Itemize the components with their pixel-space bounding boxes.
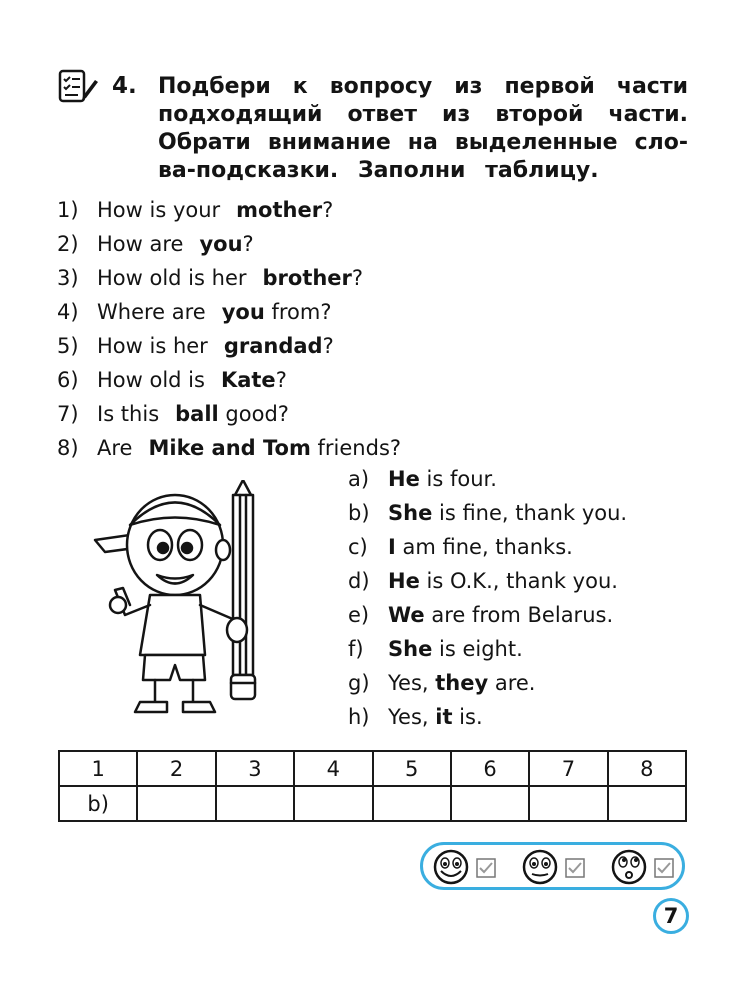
table-header-cell: 5 (373, 751, 451, 786)
table-header-cell: 6 (451, 751, 529, 786)
instruction-line: Обрати внимание на выделенные сло- (158, 130, 688, 155)
answer-cell[interactable] (451, 786, 529, 821)
answer-item: c) I am fine, thanks. (348, 535, 573, 559)
answer-item: d) He is O.K., thank you. (348, 569, 618, 593)
task-number: 4. (112, 73, 137, 99)
question-item: 7) Is this ball good? (57, 402, 289, 426)
answer-cell[interactable] (373, 786, 451, 821)
page-number: 7 (653, 898, 689, 934)
question-item: 1) How is your mother? (57, 198, 334, 222)
answer-item: b) She is fine, thank you. (348, 501, 628, 525)
self-evaluation-box (420, 842, 685, 890)
question-item: 5) How is her grandad? (57, 334, 334, 358)
answer-item: g) Yes, they are. (348, 671, 536, 695)
table-header-cell: 8 (608, 751, 686, 786)
answer-table (58, 750, 687, 822)
table-header-cell: 2 (137, 751, 215, 786)
neutral-face-icon[interactable] (520, 849, 598, 885)
table-answer-row (59, 786, 686, 821)
thinking-face-icon[interactable] (609, 849, 687, 885)
answer-cell[interactable] (529, 786, 607, 821)
boy-with-pencil-illustration (85, 480, 300, 725)
answer-item: h) Yes, it is. (348, 705, 483, 729)
answer-cell[interactable] (294, 786, 372, 821)
answer-item: e) We are from Belarus. (348, 603, 614, 627)
table-header-cell: 7 (529, 751, 607, 786)
checklist-pencil-icon (57, 66, 99, 106)
answer-cell[interactable] (137, 786, 215, 821)
answer-cell[interactable]: b) (59, 786, 137, 821)
table-header-cell: 3 (216, 751, 294, 786)
answer-cell[interactable] (608, 786, 686, 821)
instruction-line: ва-подсказки. Заполни таблицу. (158, 158, 599, 183)
question-item: 8) Are Mike and Tom friends? (57, 436, 402, 460)
question-item: 3) How old is her brother? (57, 266, 364, 290)
instruction-line: подходящий ответ из второй части. (158, 102, 688, 127)
instruction-line: Подбери к вопросу из первой части (158, 74, 688, 99)
answer-item: a) He is four. (348, 467, 497, 491)
question-item: 4) Where are you from? (57, 300, 332, 324)
table-header-row (59, 751, 686, 786)
table-header-cell: 1 (59, 751, 137, 786)
question-list (57, 193, 401, 465)
task-instruction (158, 73, 688, 185)
answer-list (348, 462, 627, 734)
happy-face-icon[interactable] (431, 849, 509, 885)
question-item: 2) How are you? (57, 232, 254, 256)
answer-item: f) She is eight. (348, 637, 523, 661)
question-item: 6) How old is Kate? (57, 368, 287, 392)
table-header-cell: 4 (294, 751, 372, 786)
answer-cell[interactable] (216, 786, 294, 821)
